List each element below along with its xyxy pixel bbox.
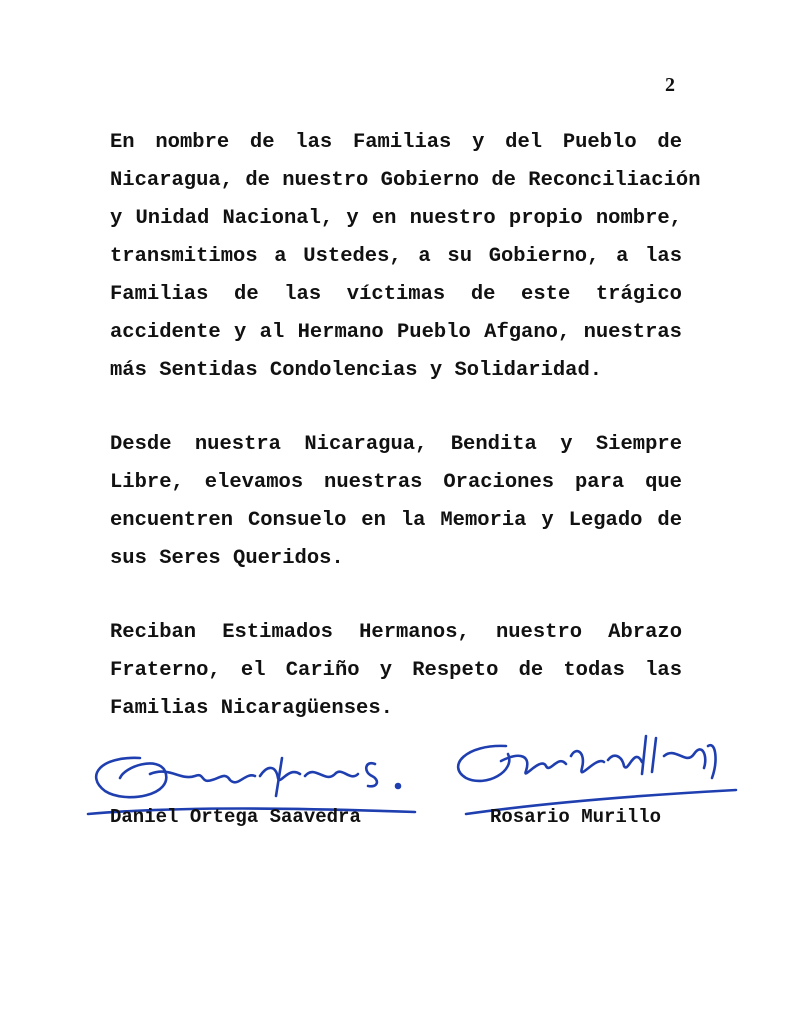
text-line: más Sentidas Condolencias y Solidaridad.	[110, 359, 603, 382]
text-line: Nicaragua, de nuestro Gobierno de Reconciliación	[110, 169, 701, 192]
text-line: Familias de las víctimas de este trágico	[110, 283, 682, 306]
letter-body	[110, 124, 701, 764]
paragraph-closing	[110, 614, 682, 728]
signatory-name-rosario-murillo: Rosario Murillo	[490, 806, 662, 828]
paragraph-condolences	[110, 124, 701, 390]
text-line: En nombre de las Familias y del Pueblo de	[110, 131, 682, 154]
text-line: encuentren Consuelo en la Memoria y Legado de	[110, 509, 682, 532]
signature-block	[0, 716, 791, 856]
page-number: 2	[665, 74, 675, 96]
signatory-name-daniel-ortega: Daniel Ortega Saavedra	[110, 806, 361, 828]
text-line: y Unidad Nacional, y en nuestro propio nombre,	[110, 207, 682, 230]
text-line: transmitimos a Ustedes, a su Gobierno, a las	[110, 245, 682, 268]
text-line: accidente y al Hermano Pueblo Afgano, nuestras	[110, 321, 682, 344]
text-line: Reciban Estimados Hermanos, nuestro Abrazo	[110, 621, 682, 644]
text-line: Fraterno, el Cariño y Respeto de todas las	[110, 659, 682, 682]
text-line: Desde nuestra Nicaragua, Bendita y Siempre	[110, 433, 682, 456]
text-line: Familias Nicaragüenses.	[110, 697, 393, 720]
text-line: sus Seres Queridos.	[110, 547, 344, 570]
text-line: Libre, elevamos nuestras Oraciones para que	[110, 471, 682, 494]
paragraph-prayers	[110, 426, 682, 578]
